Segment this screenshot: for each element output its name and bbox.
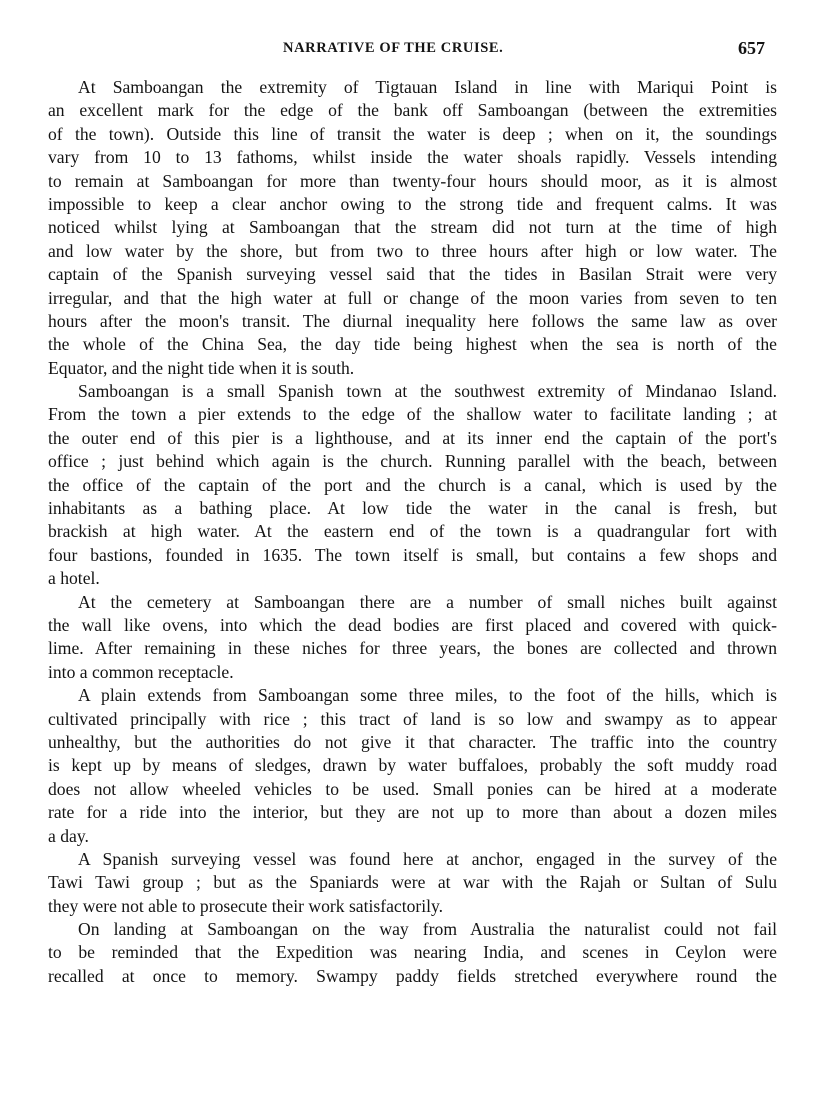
paragraph-landing: [48, 918, 777, 988]
text-line: the wall like ovens, into which the dead bodies are first placed and covered with quick-: [48, 614, 777, 635]
text-line: On landing at Samboangan on the way from Australia the naturalist could not fail: [78, 919, 777, 940]
text-line: office ; just behind which again is the church. Running parallel with the beach, between: [48, 451, 777, 472]
text-line: impossible to keep a clear anchor owing to the strong tide and frequent calms. It was: [48, 193, 777, 214]
paragraph-survey-vessel: [48, 848, 777, 918]
text-line: lime. After remaining in these niches for three years, the bones are collected and thrown: [48, 638, 777, 659]
text-line: A plain extends from Samboangan some three miles, to the foot of the hills, which is: [78, 685, 777, 706]
text-line: the outer end of this pier is a lighthouse, and at its inner end the captain of the port's: [48, 427, 777, 448]
text-line: into a common receptacle.: [48, 661, 234, 682]
text-line: a hotel.: [48, 568, 100, 589]
text-line: recalled at once to memory. Swampy paddy fields stretched everywhere round the: [48, 965, 777, 986]
text-line: a day.: [48, 825, 89, 846]
text-line: rate for a ride into the interior, but they are not up to more than about a dozen miles: [48, 802, 777, 823]
text-line: captain of the Spanish surveying vessel said that the tides in Basilan Strait were very: [48, 264, 777, 285]
text-line: they were not able to prosecute their work satisfactorily.: [48, 895, 444, 916]
text-line: hours after the moon's transit. The diurnal inequality here follows the same law as over: [48, 310, 777, 331]
text-line: vary from 10 to 13 fathoms, whilst inside the water shoals rapidly. Vessels intending: [48, 147, 777, 168]
running-head: NARRATIVE OF THE CRUISE.: [283, 40, 504, 56]
text-line: the office of the captain of the port and the church is a canal, which is used by the: [48, 474, 777, 495]
body-text: [48, 76, 777, 988]
text-line: irregular, and that the high water at full or change of the moon varies from seven to ten: [48, 287, 777, 308]
text-line: four bastions, founded in 1635. The town itself is small, but contains a few shops and: [48, 544, 777, 565]
text-line: Equator, and the night tide when it is south.: [48, 357, 355, 378]
text-line: Tawi Tawi group ; but as the Spaniards were at war with the Rajah or Sultan of Sulu: [48, 872, 777, 893]
text-line: to be reminded that the Expedition was nearing India, and scenes in Ceylon were: [48, 942, 777, 963]
text-line: noticed whilst lying at Samboangan that the stream did not turn at the time of high: [48, 217, 777, 238]
text-line: Samboangan is a small Spanish town at the southwest extremity of Mindanao Island.: [78, 381, 777, 402]
text-line: cultivated principally with rice ; this tract of land is so low and swampy as to appear: [48, 708, 777, 729]
page-number: 657: [738, 38, 765, 58]
text-line: does not allow wheeled vehicles to be used. Small ponies can be hired at a moderate: [48, 778, 777, 799]
paragraph-plain: [48, 684, 777, 848]
text-line: an excellent mark for the edge of the bank off Samboangan (between the extremities: [48, 100, 777, 121]
paragraph-cemetery: [48, 591, 777, 685]
text-line: to remain at Samboangan for more than twenty-four hours should moor, as it is almost: [48, 170, 777, 191]
text-line: inhabitants as a bathing place. At low tide the water in the canal is fresh, but: [48, 498, 777, 519]
text-line: and low water by the shore, but from two to three hours after high or low water. The: [48, 240, 777, 261]
text-line: unhealthy, but the authorities do not give it that character. The traffic into the country: [48, 731, 777, 752]
text-line: A Spanish surveying vessel was found here at anchor, engaged in the survey of the: [78, 848, 777, 869]
text-line: At the cemetery at Samboangan there are a number of small niches built against: [78, 591, 777, 612]
text-line: At Samboangan the extremity of Tigtauan Island in line with Mariqui Point is: [78, 77, 777, 97]
text-line: brackish at high water. At the eastern end of the town is a quadrangular fort with: [48, 521, 777, 542]
text-line: of the town). Outside this line of transit the water is deep ; when on it, the soundings: [48, 123, 777, 144]
paragraph-town: [48, 380, 777, 591]
text-line: From the town a pier extends to the edge of the shallow water to facilitate landing ; at: [48, 404, 777, 425]
page-header: [0, 40, 825, 66]
text-line: is kept up by means of sledges, drawn by water buffaloes, probably the soft muddy road: [48, 755, 777, 776]
paragraph-tides: [48, 76, 777, 380]
text-line: the whole of the China Sea, the day tide being highest when the sea is north of the: [48, 334, 777, 355]
